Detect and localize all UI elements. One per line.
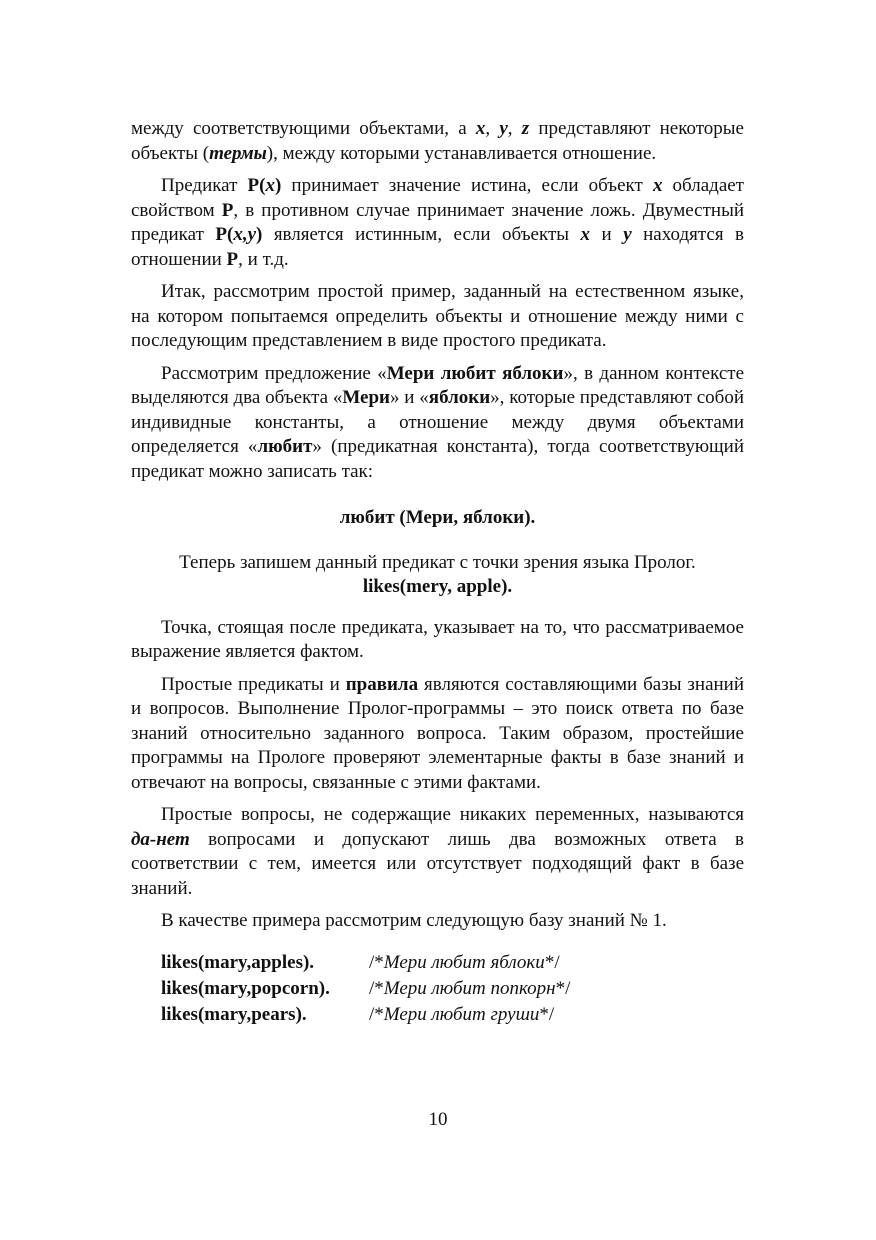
comment-open: /* xyxy=(369,951,384,973)
var-y: y xyxy=(499,118,508,139)
text: являются составляющими базы знаний и вопросов. Выполнение Пролог-программы – это поиск ответа по базе знаний относительно заданного вопроса. Таким образом, простейшие программы на Прологе проверяют элементарные факты в базе знаний и отвечают на вопросы, связанные с этими фактами. xyxy=(131,673,745,793)
text: ) xyxy=(274,175,282,196)
text: , в противном случае принимает значение ложь. Двуместный предикат xyxy=(131,199,744,245)
text: Простые вопросы, не содержащие никаких переменных, называются xyxy=(161,804,744,825)
paragraph-3: Итак, рассмотрим простой пример, заданный на естественном языке, на котором попытаемся определить объекты и отношение между ними с последующим представлением в виде простого предиката. xyxy=(131,281,744,351)
formula-russian: любит (Мери, яблоки). xyxy=(339,507,536,528)
code-line xyxy=(131,1002,744,1028)
code-comment xyxy=(369,1002,554,1028)
text: , xyxy=(485,118,500,139)
term-terms: термы xyxy=(209,142,267,164)
text: , и т.д. xyxy=(238,248,289,270)
paragraph-7 xyxy=(131,803,744,901)
prolog-fact: likes(mary,pears). xyxy=(161,1003,307,1025)
var-x: x xyxy=(265,175,275,196)
bold-term-rules: правила xyxy=(345,673,419,695)
comment-text: Мери любит груши xyxy=(383,1003,540,1025)
text: вопросами и допускают лишь два возможных ответа в соответствии с тем, имеется или отсутствует подходящий факт в базе знаний. xyxy=(131,828,744,899)
page-body xyxy=(131,117,744,1028)
paragraph-2 xyxy=(131,174,744,272)
comment-close: */ xyxy=(539,1003,555,1025)
term-yes-no: да-нет xyxy=(131,828,190,850)
paragraph-1 xyxy=(131,117,744,166)
text: является истинным, если объекты xyxy=(262,224,581,245)
text: Простые предикаты и xyxy=(161,673,346,695)
comment-close: */ xyxy=(544,951,560,973)
text: », в данном контексте выделяются два объекта « xyxy=(131,362,745,408)
comment-close: */ xyxy=(555,977,571,999)
paragraph-5: Точка, стоящая после предиката, указывает на то, что рассматриваемое выражение является фактом. xyxy=(131,616,744,662)
var-x: x xyxy=(475,118,486,139)
code-comment xyxy=(369,976,570,1002)
text: ) xyxy=(256,224,263,245)
var-x: x xyxy=(580,224,591,245)
paragraph-6 xyxy=(131,673,744,796)
bold-phrase: яблоки xyxy=(428,387,491,408)
text: », которые представляют собой индивидные константы, а отношение между двумя объектами определяется « xyxy=(131,387,744,457)
knowledge-base-code xyxy=(131,950,744,1028)
code-line xyxy=(131,950,744,976)
code-line xyxy=(131,976,744,1002)
bold-phrase: любит xyxy=(257,436,313,457)
text: » и « xyxy=(390,387,429,408)
prolog-fact: likes(mary,popcorn). xyxy=(161,977,330,999)
paragraph-8: В качестве примера рассмотрим следующую базу знаний № 1. xyxy=(161,910,667,931)
var-xy: x,y xyxy=(233,224,256,245)
code-comment xyxy=(369,950,560,976)
bold-phrase: Мери любит яблоки xyxy=(386,362,564,384)
var-x: x xyxy=(652,175,663,196)
comment-open: /* xyxy=(369,977,384,999)
text: находятся в отношении xyxy=(131,224,745,270)
prolog-intro: Теперь запишем данный предикат с точки зрения языка Пролог. xyxy=(179,551,696,573)
var-z: z xyxy=(521,118,530,139)
bold-phrase: Мери xyxy=(342,387,390,408)
text: ), между которыми устанавливается отношение. xyxy=(266,142,657,164)
paragraph-4 xyxy=(131,362,744,485)
text: , xyxy=(507,118,522,139)
text: принимает значение истина, если объект xyxy=(281,175,653,196)
text: Предикат xyxy=(161,175,248,196)
text: Рассмотрим предложение « xyxy=(161,362,387,384)
text: представляют некоторые объекты ( xyxy=(131,118,744,164)
text: между соответствующими объектами, а xyxy=(131,118,476,139)
predicate-pxy: P( xyxy=(215,224,234,245)
predicate-p: P xyxy=(221,199,234,221)
text: обладает свойством xyxy=(131,175,744,221)
formula-prolog: likes(mery, apple). xyxy=(362,576,513,597)
comment-text: Мери любит яблоки xyxy=(383,951,545,973)
text: и xyxy=(590,224,624,245)
comment-open: /* xyxy=(369,1003,384,1025)
predicate-px: P( xyxy=(247,175,266,196)
prolog-fact: likes(mary,apples). xyxy=(161,951,315,973)
text: » (предикатная константа), тогда соответствующий предикат можно записать так: xyxy=(131,436,745,482)
comment-text: Мери любит попкорн xyxy=(383,977,556,999)
predicate-p: P xyxy=(226,248,239,270)
var-y: y xyxy=(623,224,632,245)
page-number: 10 xyxy=(428,1109,448,1130)
